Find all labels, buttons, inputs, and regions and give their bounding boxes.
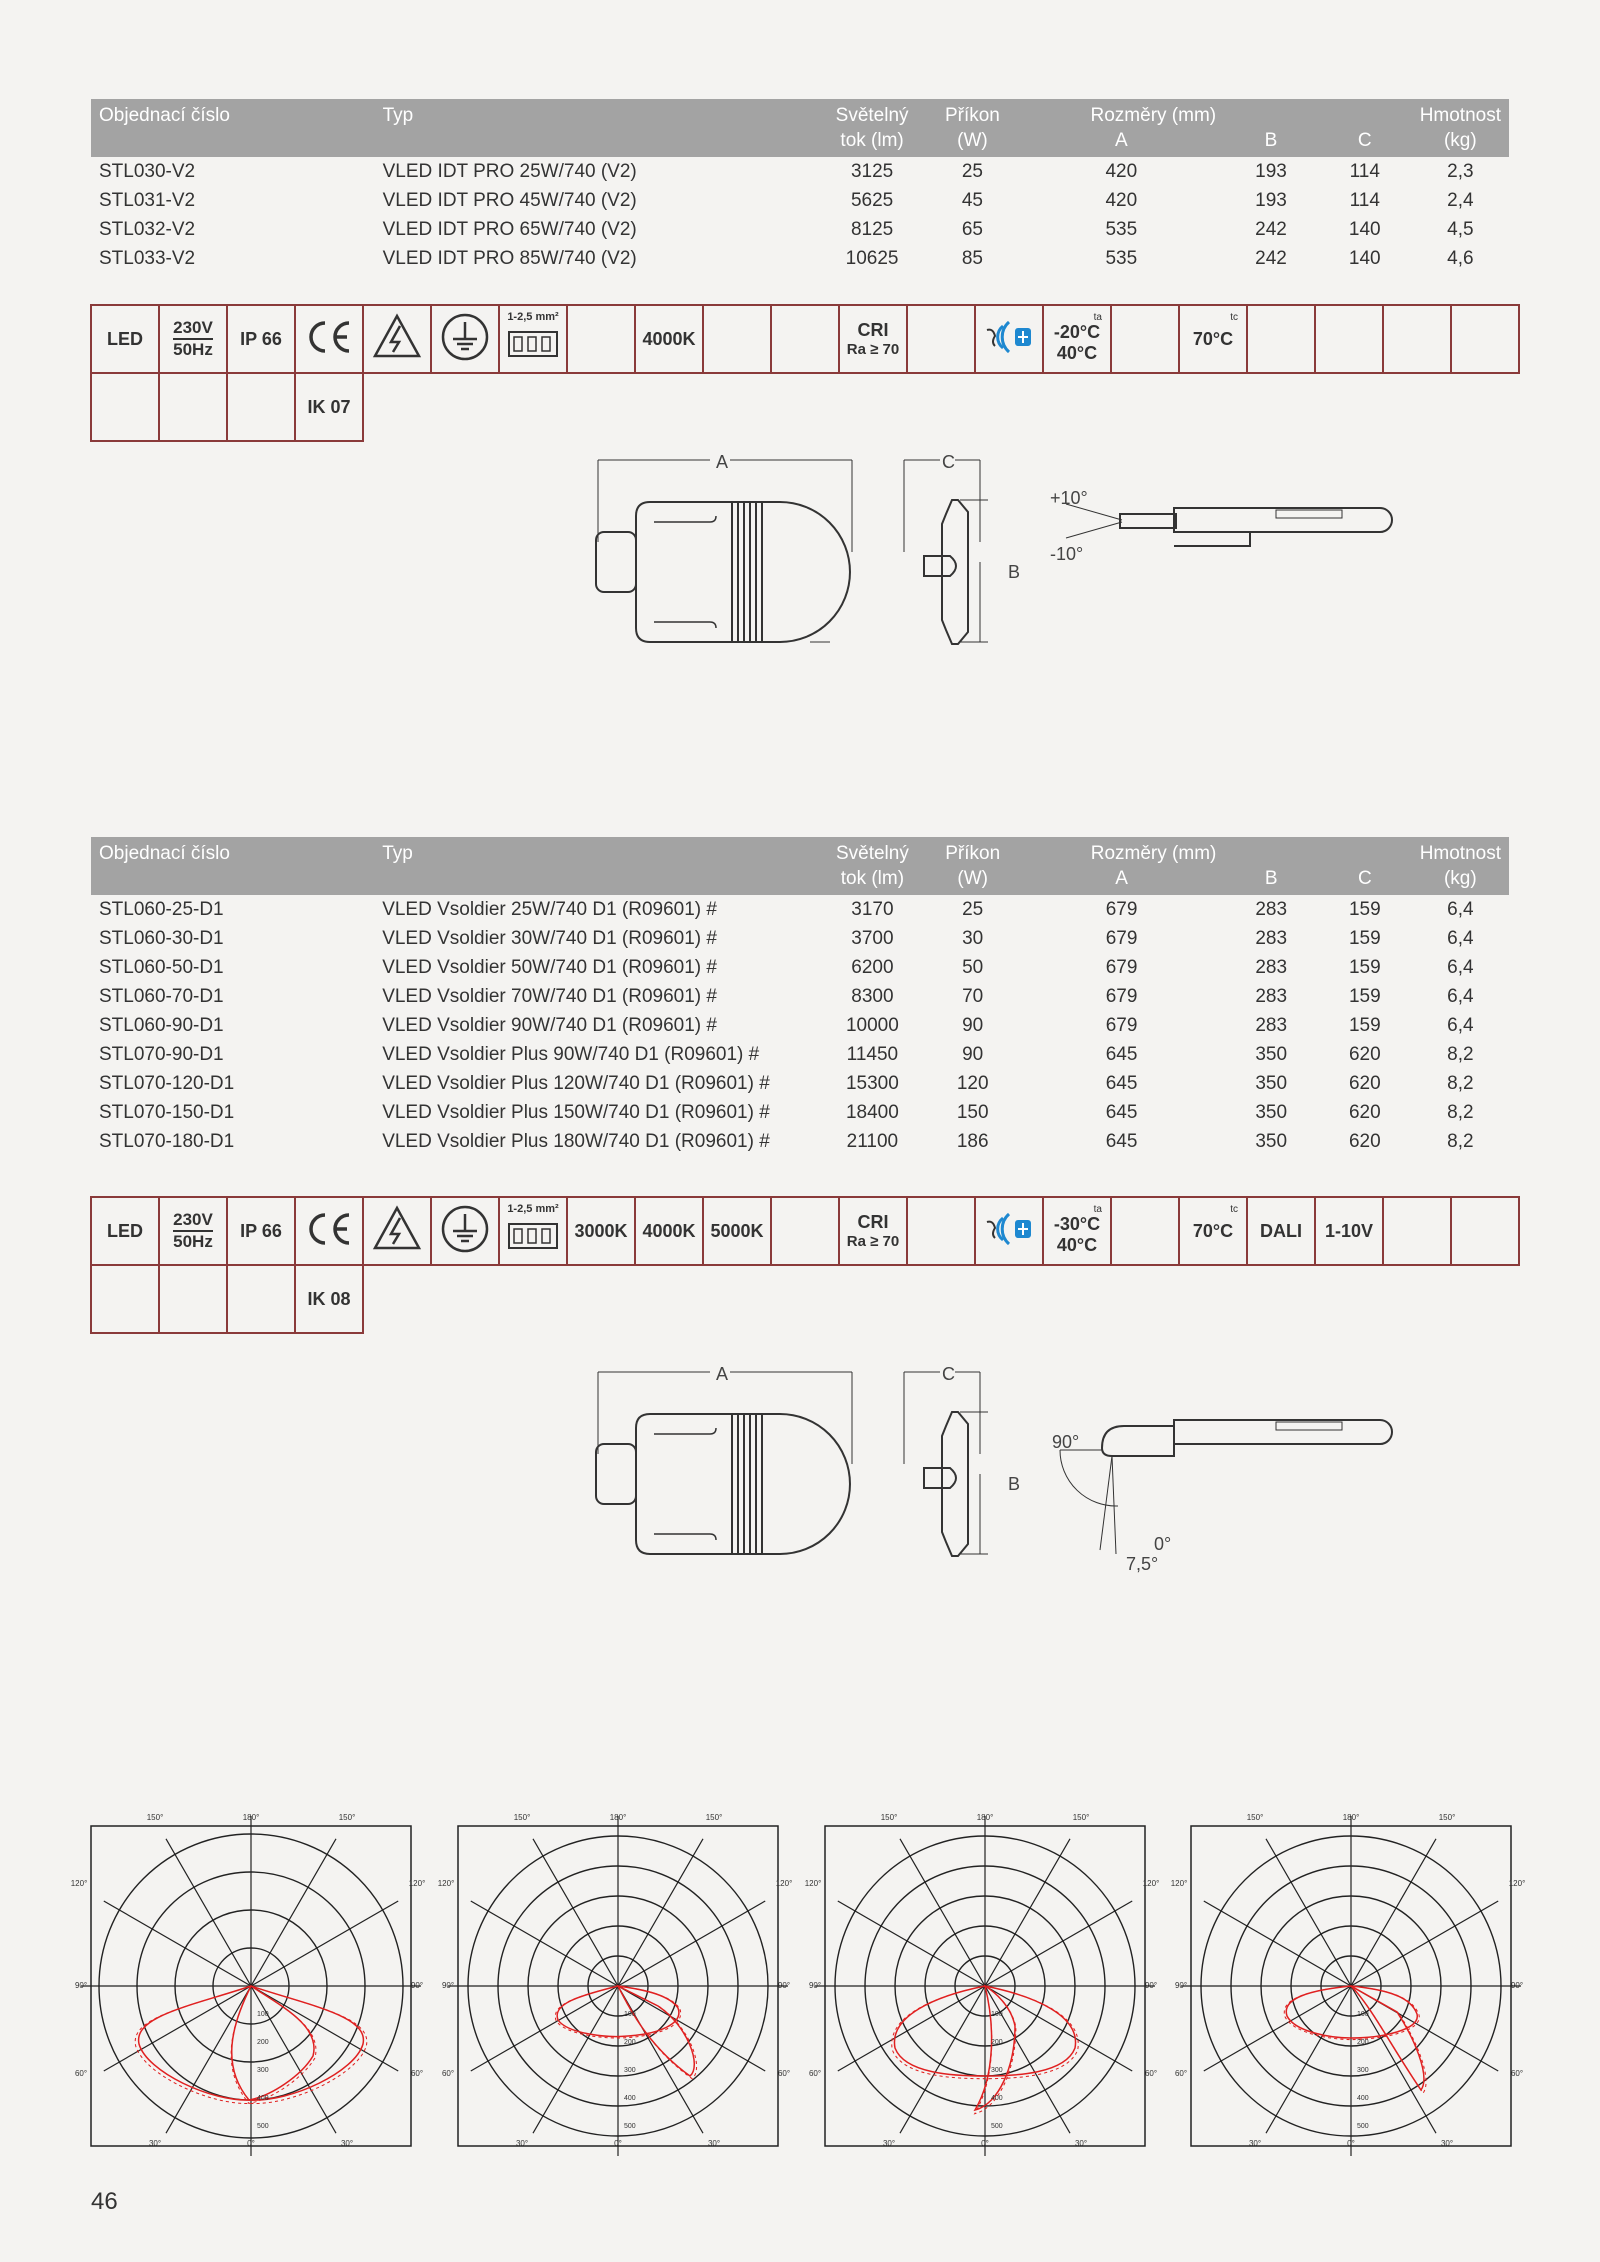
polar-angle-label: 0° — [614, 2139, 622, 2148]
luminous-flux: 8125 — [850, 218, 894, 240]
angle-0-label: 0° — [1154, 1534, 1172, 1554]
dim-a: 645 — [1105, 1130, 1138, 1152]
type: VLED Vsoldier Plus 90W/740 D1 (R09601) # — [382, 1043, 760, 1065]
header-type: Typ — [375, 99, 818, 157]
table-row — [91, 244, 1509, 273]
polar-radial-label: 500 — [1357, 2123, 1369, 2130]
dim-b: 193 — [1255, 189, 1287, 211]
table-row — [91, 1040, 1509, 1069]
weight: 2,4 — [1447, 189, 1474, 211]
header-dim-b: B — [1224, 837, 1318, 895]
polar-angle-label: 30° — [515, 2139, 529, 2148]
type: VLED Vsoldier Plus 180W/740 D1 (R09601) # — [382, 1130, 770, 1152]
polar-diagram — [71, 1796, 431, 2156]
order-number: STL032-V2 — [99, 218, 196, 240]
type: VLED Vsoldier Plus 150W/740 D1 (R09601) # — [382, 1101, 770, 1123]
cct-badge: 4000K — [635, 305, 703, 373]
empty-cell — [1383, 305, 1451, 373]
polar-angle-label: 120° — [1142, 1879, 1160, 1888]
table-row — [91, 924, 1509, 953]
sensor-icon — [975, 1197, 1043, 1265]
luminous-flux: 5625 — [850, 189, 894, 211]
dim-a: 420 — [1105, 160, 1138, 182]
luminous-flux: 21100 — [846, 1130, 899, 1152]
tilt-plus-label: +10° — [1050, 488, 1088, 508]
page-number: 46 — [91, 2188, 118, 2215]
polar-angle-label: 90° — [1510, 1981, 1524, 1990]
dim-b: 283 — [1255, 985, 1288, 1007]
header-weight: Hmotnost (kg) — [1412, 837, 1509, 895]
polar-angle-label: 60° — [1510, 2069, 1524, 2078]
dim-c: 140 — [1348, 218, 1381, 240]
weight: 6,4 — [1447, 927, 1474, 949]
voltage-badge: $\frac{230V}{50Hz}$ — [159, 305, 227, 373]
power: 70 — [962, 985, 984, 1007]
polar-radial-label: 500 — [257, 2123, 269, 2130]
ground-icon — [431, 1197, 499, 1265]
dim-c-label: C — [942, 452, 955, 472]
empty-cell — [1451, 305, 1519, 373]
polar-radial-label: 200 — [257, 2039, 269, 2046]
ik-badge: IK 07 — [295, 373, 363, 441]
empty-cell — [1315, 305, 1383, 373]
dim-b: 283 — [1255, 898, 1288, 920]
empty-cell — [703, 305, 771, 373]
case-temp-badge: tc 70°C — [1179, 1197, 1247, 1265]
header-weight: Hmotnost (kg) — [1412, 99, 1509, 157]
empty-cell — [1451, 1197, 1519, 1265]
order-number: STL060-90-D1 — [99, 1014, 224, 1036]
empty-cell — [159, 373, 227, 441]
polar-angle-label: 180° — [242, 1813, 260, 1822]
polar-angle-label: 30° — [707, 2139, 721, 2148]
polar-radial-label: 300 — [624, 2067, 636, 2074]
polar-radial-label: 100 — [257, 2011, 269, 2018]
polar-radial-label: 400 — [624, 2095, 636, 2102]
dim-a: 535 — [1105, 247, 1138, 269]
polar-angle-label: 90° — [777, 1981, 791, 1990]
power: 65 — [961, 218, 983, 240]
weight: 4,6 — [1447, 247, 1474, 269]
dim-c: 114 — [1349, 189, 1380, 211]
dim-b: 283 — [1255, 956, 1288, 978]
luminous-flux: 10625 — [845, 247, 899, 269]
header-dim-b: B — [1224, 99, 1318, 157]
polar-angle-label: 30° — [1248, 2139, 1262, 2148]
dim-a-label: A — [716, 1364, 729, 1384]
polar-angle-label: 90° — [74, 1981, 88, 1990]
dim-b: 350 — [1255, 1101, 1288, 1123]
weight: 6,4 — [1447, 1014, 1474, 1036]
polar-angle-label: 120° — [71, 1879, 88, 1888]
empty-cell — [1247, 305, 1315, 373]
dim-c: 140 — [1348, 247, 1381, 269]
voltage-badge: $\frac{230V}{50Hz}$ — [159, 1197, 227, 1265]
polar-radial-label: 200 — [991, 2039, 1003, 2046]
table-2-body — [91, 895, 1509, 1156]
power: 150 — [956, 1101, 989, 1123]
dim-c: 620 — [1348, 1101, 1381, 1123]
type: VLED IDT PRO 45W/740 (V2) — [382, 189, 637, 211]
polar-radial-label: 100 — [1357, 2011, 1369, 2018]
power: 25 — [961, 160, 983, 182]
dim-c: 620 — [1348, 1043, 1381, 1065]
empty-cell — [907, 1197, 975, 1265]
empty-cell — [91, 373, 159, 441]
luminous-flux: 3170 — [851, 898, 894, 920]
polar-angle-label: 60° — [441, 2069, 455, 2078]
table-row — [91, 953, 1509, 982]
dim-b: 242 — [1255, 218, 1287, 240]
order-number: STL030-V2 — [99, 160, 196, 182]
polar-angle-label: 150° — [880, 1813, 898, 1822]
luminous-flux: 11450 — [846, 1043, 899, 1065]
order-number: STL060-70-D1 — [99, 985, 224, 1007]
led-badge: LED — [91, 1197, 159, 1265]
polar-radial-label: 400 — [257, 2095, 269, 2102]
table-row — [91, 215, 1509, 244]
dali-badge: DALI — [1247, 1197, 1315, 1265]
type: VLED Vsoldier 25W/740 D1 (R09601) # — [382, 898, 717, 920]
power: 45 — [961, 189, 983, 211]
dim-b: 350 — [1255, 1072, 1288, 1094]
weight: 8,2 — [1447, 1043, 1474, 1065]
polar-angle-label: 30° — [1440, 2139, 1454, 2148]
luminous-flux: 15300 — [845, 1072, 899, 1094]
weight: 8,2 — [1447, 1130, 1474, 1152]
empty-cell — [771, 1197, 839, 1265]
dim-b: 242 — [1255, 247, 1287, 269]
order-number: STL070-120-D1 — [99, 1072, 235, 1094]
polar-radial-label: 500 — [991, 2123, 1003, 2130]
polar-diagram — [805, 1796, 1165, 2156]
dim-c: 159 — [1348, 898, 1381, 920]
cct-badge-3000k: 3000K — [567, 1197, 635, 1265]
polar-radial-label: 100 — [624, 2011, 636, 2018]
order-number: STL060-30-D1 — [99, 927, 224, 949]
weight: 8,2 — [1447, 1072, 1474, 1094]
order-number: STL070-180-D1 — [99, 1130, 235, 1152]
order-number: STL070-150-D1 — [99, 1101, 235, 1123]
power: 186 — [956, 1130, 989, 1152]
type: VLED Vsoldier 90W/740 D1 (R09601) # — [382, 1014, 717, 1036]
header-dim-a: Rozměry (mm) A — [1019, 99, 1225, 157]
high-voltage-icon — [363, 1197, 431, 1265]
table-row — [91, 982, 1509, 1011]
cct-badge-5000k: 5000K — [703, 1197, 771, 1265]
power: 90 — [962, 1043, 984, 1065]
weight: 6,4 — [1447, 956, 1474, 978]
empty-cell — [567, 305, 635, 373]
polar-angle-label: 90° — [1144, 1981, 1158, 1990]
polar-diagram — [1171, 1796, 1531, 2156]
dim-a: 645 — [1105, 1043, 1138, 1065]
polar-radial-label: 400 — [1357, 2095, 1369, 2102]
polar-angle-label: 120° — [805, 1879, 822, 1888]
polar-diagram — [438, 1796, 798, 2156]
table-row — [91, 186, 1509, 215]
order-number: STL031-V2 — [99, 189, 196, 211]
luminous-flux: 3700 — [851, 927, 894, 949]
polar-angle-label: 150° — [338, 1813, 356, 1822]
dim-c: 159 — [1348, 985, 1381, 1007]
dim-c: 159 — [1348, 1014, 1381, 1036]
dim-c: 159 — [1348, 927, 1381, 949]
polar-angle-label: 60° — [808, 2069, 822, 2078]
weight: 2,3 — [1447, 160, 1474, 182]
ce-icon — [295, 1197, 363, 1265]
table-row — [91, 157, 1509, 186]
empty-cell — [771, 305, 839, 373]
table-2-header — [91, 837, 1509, 895]
polar-angle-label: 30° — [340, 2139, 354, 2148]
luminous-flux: 3125 — [850, 160, 894, 182]
polar-angle-label: 120° — [408, 1879, 426, 1888]
type: VLED Vsoldier 50W/740 D1 (R09601) # — [382, 956, 717, 978]
polar-angle-label: 120° — [1171, 1879, 1188, 1888]
cri-badge: CRI Ra ≥ 70 — [839, 1197, 907, 1265]
order-number: STL033-V2 — [99, 247, 196, 269]
table-row — [91, 1098, 1509, 1127]
polar-angle-label: 150° — [146, 1813, 164, 1822]
dimming-badge: 1-10V — [1315, 1197, 1383, 1265]
high-voltage-icon — [363, 305, 431, 373]
table-1-body — [91, 157, 1509, 273]
dim-a-label: A — [716, 452, 729, 472]
cct-badge-4000k: 4000K — [635, 1197, 703, 1265]
table-row — [91, 1011, 1509, 1040]
dim-c: 114 — [1349, 160, 1380, 182]
header-power: Příkon (W) — [926, 99, 1018, 157]
luminous-flux: 8300 — [851, 985, 894, 1007]
empty-cell — [907, 305, 975, 373]
spec-table-2 — [91, 837, 1509, 1156]
polar-angle-label: 60° — [74, 2069, 88, 2078]
power: 50 — [962, 956, 984, 978]
order-number: STL070-90-D1 — [99, 1043, 224, 1065]
dim-b: 350 — [1255, 1130, 1288, 1152]
weight: 6,4 — [1447, 985, 1474, 1007]
power: 30 — [962, 927, 984, 949]
polar-angle-label: 150° — [705, 1813, 723, 1822]
polar-angle-label: 60° — [1174, 2069, 1188, 2078]
polar-angle-label: 90° — [441, 1981, 455, 1990]
header-power: Příkon (W) — [927, 837, 1019, 895]
empty-cell — [1383, 1197, 1451, 1265]
polar-angle-label: 120° — [1508, 1879, 1526, 1888]
empty-cell — [227, 373, 295, 441]
power: 25 — [962, 898, 984, 920]
dim-b-label: B — [1008, 562, 1021, 582]
type: VLED Vsoldier Plus 120W/740 D1 (R09601) # — [382, 1072, 770, 1094]
angle-90-label: 90° — [1052, 1432, 1080, 1452]
ce-icon — [295, 305, 363, 373]
ip-badge: IP 66 — [227, 305, 295, 373]
led-badge: LED — [91, 305, 159, 373]
ambient-temp-badge: ta -20°C 40°C — [1043, 305, 1111, 373]
polar-angle-label: 30° — [882, 2139, 896, 2148]
type: VLED IDT PRO 65W/740 (V2) — [382, 218, 637, 240]
luminous-flux: 10000 — [845, 1014, 899, 1036]
case-temp-badge: tc 70°C — [1179, 305, 1247, 373]
empty-cell — [91, 1265, 159, 1333]
polar-angle-label: 30° — [1074, 2139, 1088, 2148]
polar-angle-label: 0° — [1347, 2139, 1355, 2148]
header-dim-a: Rozměry (mm) A — [1019, 837, 1225, 895]
table-1-header — [91, 99, 1509, 157]
table-row — [91, 1069, 1509, 1098]
cri-badge: CRI Ra ≥ 70 — [839, 305, 907, 373]
empty-cell — [227, 1265, 295, 1333]
dim-b: 283 — [1255, 1014, 1288, 1036]
header-flux: Světelný tok (lm) — [818, 99, 926, 157]
polar-angle-label: 150° — [513, 1813, 531, 1822]
polar-angle-label: 90° — [1174, 1981, 1188, 1990]
polar-angle-label: 180° — [609, 1813, 627, 1822]
ambient-temp-badge: ta -30°C 40°C — [1043, 1197, 1111, 1265]
ground-icon — [431, 305, 499, 373]
dim-c: 159 — [1348, 956, 1381, 978]
dim-a: 535 — [1105, 218, 1138, 240]
terminal-block-icon: 1-2,5 mm² — [499, 1197, 567, 1265]
polar-radial-label: 200 — [624, 2039, 636, 2046]
polar-radial-label: 400 — [991, 2095, 1003, 2102]
order-number: STL060-25-D1 — [99, 898, 224, 920]
header-order: Objednací číslo — [91, 99, 375, 157]
luminous-flux: 18400 — [845, 1101, 899, 1123]
polar-angle-label: 150° — [1072, 1813, 1090, 1822]
dim-a: 679 — [1105, 956, 1138, 978]
weight: 8,2 — [1447, 1101, 1474, 1123]
polar-angle-label: 0° — [247, 2139, 255, 2148]
dim-a: 679 — [1105, 898, 1138, 920]
power: 85 — [961, 247, 983, 269]
dim-a: 679 — [1105, 927, 1138, 949]
type: VLED IDT PRO 25W/740 (V2) — [382, 160, 637, 182]
type: VLED Vsoldier 70W/740 D1 (R09601) # — [382, 985, 717, 1007]
polar-angle-label: 120° — [775, 1879, 793, 1888]
type: VLED Vsoldier 30W/740 D1 (R09601) # — [382, 927, 717, 949]
terminal-block-icon: 1-2,5 mm² — [499, 305, 567, 373]
header-type: Typ — [374, 837, 818, 895]
header-dim-c: C — [1318, 99, 1412, 157]
polar-radial-label: 500 — [624, 2123, 636, 2130]
polar-radial-label: 300 — [991, 2067, 1003, 2074]
spec-table-1 — [91, 99, 1509, 273]
icon-grid-1 — [90, 304, 1520, 442]
ik-badge: IK 08 — [295, 1265, 363, 1333]
polar-angle-label: 150° — [1246, 1813, 1264, 1822]
tilt-minus-label: -10° — [1050, 544, 1084, 564]
polar-angle-label: 30° — [148, 2139, 162, 2148]
icon-grid-2 — [90, 1196, 1520, 1334]
polar-angle-label: 120° — [438, 1879, 455, 1888]
weight: 4,5 — [1447, 218, 1474, 240]
order-number: STL060-50-D1 — [99, 956, 224, 978]
empty-cell — [1111, 305, 1179, 373]
type: VLED IDT PRO 85W/740 (V2) — [382, 247, 637, 269]
dim-a: 420 — [1105, 189, 1138, 211]
dim-b: 283 — [1255, 927, 1288, 949]
dimension-drawing-1 — [590, 452, 1400, 658]
dimension-drawing-2 — [590, 1364, 1400, 1584]
sensor-icon — [975, 305, 1043, 373]
power: 120 — [956, 1072, 989, 1094]
polar-radial-label: 300 — [1357, 2067, 1369, 2074]
dim-b: 350 — [1255, 1043, 1288, 1065]
dim-b-label: B — [1008, 1474, 1021, 1494]
polar-angle-label: 60° — [410, 2069, 424, 2078]
polar-angle-label: 180° — [1342, 1813, 1360, 1822]
polar-angle-label: 0° — [981, 2139, 989, 2148]
polar-angle-label: 180° — [976, 1813, 994, 1822]
empty-cell — [1111, 1197, 1179, 1265]
polar-angle-label: 150° — [1438, 1813, 1456, 1822]
polar-radial-label: 100 — [991, 2011, 1003, 2018]
weight: 6,4 — [1447, 898, 1474, 920]
dim-c-label: C — [942, 1364, 955, 1384]
angle-75-label: 7,5° — [1126, 1554, 1159, 1574]
luminous-flux: 6200 — [851, 956, 894, 978]
polar-radial-label: 300 — [257, 2067, 269, 2074]
header-order: Objednací číslo — [91, 837, 374, 895]
dim-c: 620 — [1348, 1072, 1381, 1094]
table-row — [91, 895, 1509, 924]
polar-angle-label: 60° — [1144, 2069, 1158, 2078]
polar-angle-label: 60° — [777, 2069, 791, 2078]
table-row — [91, 1127, 1509, 1156]
polar-angle-label: 90° — [808, 1981, 822, 1990]
polar-radial-label: 200 — [1357, 2039, 1369, 2046]
dim-b: 193 — [1255, 160, 1287, 182]
polar-angle-label: 90° — [410, 1981, 424, 1990]
dim-a: 679 — [1105, 985, 1138, 1007]
header-dim-c: C — [1318, 837, 1412, 895]
power: 90 — [962, 1014, 984, 1036]
empty-cell — [159, 1265, 227, 1333]
dim-a: 645 — [1105, 1072, 1138, 1094]
ip-badge: IP 66 — [227, 1197, 295, 1265]
header-flux: Světelný tok (lm) — [818, 837, 926, 895]
dim-a: 679 — [1105, 1014, 1138, 1036]
dim-c: 620 — [1348, 1130, 1381, 1152]
dim-a: 645 — [1105, 1101, 1138, 1123]
